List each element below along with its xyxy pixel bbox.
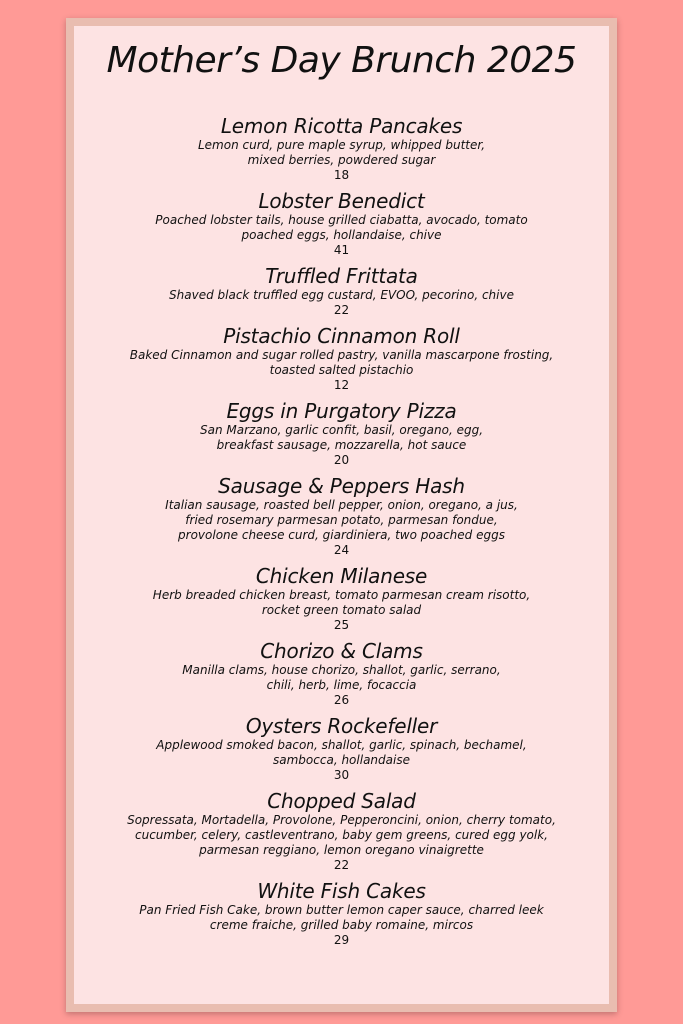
menu-item-price: 22 — [333, 858, 350, 872]
menu-item-price: 12 — [333, 378, 350, 392]
menu-panel — [74, 26, 609, 1004]
menu-item-description — [74, 903, 609, 933]
menu-item — [74, 324, 609, 393]
menu-item-description-line: Poached lobster tails, house grilled ciabatta, avocado, tomato — [155, 213, 528, 227]
menu-item-description-line: Lemon curd, pure maple syrup, whipped butter, — [197, 138, 486, 152]
menu-item-description — [74, 498, 609, 543]
menu-item-name: Pistachio Cinnamon Roll — [223, 324, 460, 348]
menu-item-description-line: poached eggs, hollandaise, chive — [241, 228, 442, 242]
menu-item-name: Oysters Rockefeller — [245, 714, 438, 738]
menu-item-description — [74, 288, 609, 303]
menu-item-price: 41 — [333, 243, 350, 257]
menu-item-name: Chopped Salad — [267, 789, 416, 813]
menu-item-price: 24 — [333, 543, 350, 557]
menu-item-description — [74, 663, 609, 693]
menu-card — [66, 18, 617, 1012]
menu-item-description-line: Sopressata, Mortadella, Provolone, Pepperoncini, onion, cherry tomato, — [127, 813, 556, 827]
menu-item-description-line: rocket green tomato salad — [261, 603, 422, 617]
menu-item-description-line: toasted salted pistachio — [269, 363, 414, 377]
menu-item — [74, 639, 609, 708]
menu-item — [74, 564, 609, 633]
menu-item-description-line: Italian sausage, roasted bell pepper, onion, oregano, a jus, — [165, 498, 518, 512]
menu-item-name: Chorizo & Clams — [260, 639, 423, 663]
menu-item-description-line: Herb breaded chicken breast, tomato parmesan cream risotto, — [152, 588, 531, 602]
menu-item-description-line: breakfast sausage, mozzarella, hot sauce — [216, 438, 467, 452]
menu-item-description-line: sambocca, hollandaise — [273, 753, 410, 767]
menu-item-description-line: provolone cheese curd, giardiniera, two poached eggs — [178, 528, 505, 542]
menu-item — [74, 399, 609, 468]
menu-item — [74, 714, 609, 783]
menu-item-name: Chicken Milanese — [255, 564, 428, 588]
menu-item-description — [74, 588, 609, 618]
menu-item-description — [74, 423, 609, 453]
menu-item-name: Truffled Frittata — [265, 264, 418, 288]
menu-item-description-line: Pan Fried Fish Cake, brown butter lemon caper sauce, charred leek — [139, 903, 544, 917]
menu-item-price: 18 — [333, 168, 350, 182]
menu-items-list — [74, 114, 609, 954]
menu-title: Mother’s Day Brunch 2025 — [106, 40, 577, 81]
menu-item-price: 29 — [333, 933, 350, 947]
menu-item-name: White Fish Cakes — [257, 879, 426, 903]
menu-item-description — [74, 738, 609, 768]
menu-item-description-line: Shaved black truffled egg custard, EVOO, pecorino, chive — [169, 288, 514, 302]
menu-item-description-line: Applewood smoked bacon, shallot, garlic, spinach, bechamel, — [156, 738, 527, 752]
menu-item — [74, 114, 609, 183]
menu-item — [74, 789, 609, 873]
menu-item-description — [74, 213, 609, 243]
menu-item-description-line: Baked Cinnamon and sugar rolled pastry, vanilla mascarpone frosting, — [129, 348, 554, 362]
menu-item-description-line: mixed berries, powdered sugar — [247, 153, 436, 167]
menu-item — [74, 264, 609, 318]
menu-item-name: Lemon Ricotta Pancakes — [220, 114, 463, 138]
menu-item-description-line: creme fraiche, grilled baby romaine, mircos — [209, 918, 474, 932]
menu-item-description-line: Manilla clams, house chorizo, shallot, garlic, serrano, — [182, 663, 501, 677]
menu-item-price: 25 — [333, 618, 350, 632]
menu-item-description-line: cucumber, celery, castleventrano, baby gem greens, cured egg yolk, — [134, 828, 548, 842]
menu-item-description-line: chili, herb, lime, focaccia — [266, 678, 417, 692]
menu-item-description — [74, 348, 609, 378]
menu-item — [74, 474, 609, 558]
menu-item-description-line: parmesan reggiano, lemon oregano vinaigrette — [199, 843, 484, 857]
menu-item-description-line: fried rosemary parmesan potato, parmesan fondue, — [185, 513, 498, 527]
menu-item-name: Sausage & Peppers Hash — [218, 474, 465, 498]
menu-item-price: 30 — [333, 768, 350, 782]
menu-item — [74, 879, 609, 948]
menu-item-name: Lobster Benedict — [258, 189, 425, 213]
menu-item-name: Eggs in Purgatory Pizza — [226, 399, 457, 423]
menu-item — [74, 189, 609, 258]
menu-item-description — [74, 138, 609, 168]
menu-item-description — [74, 813, 609, 858]
menu-item-price: 26 — [333, 693, 350, 707]
menu-item-price: 20 — [333, 453, 350, 467]
menu-item-description-line: San Marzano, garlic confit, basil, oregano, egg, — [199, 423, 484, 437]
menu-item-price: 22 — [333, 303, 350, 317]
